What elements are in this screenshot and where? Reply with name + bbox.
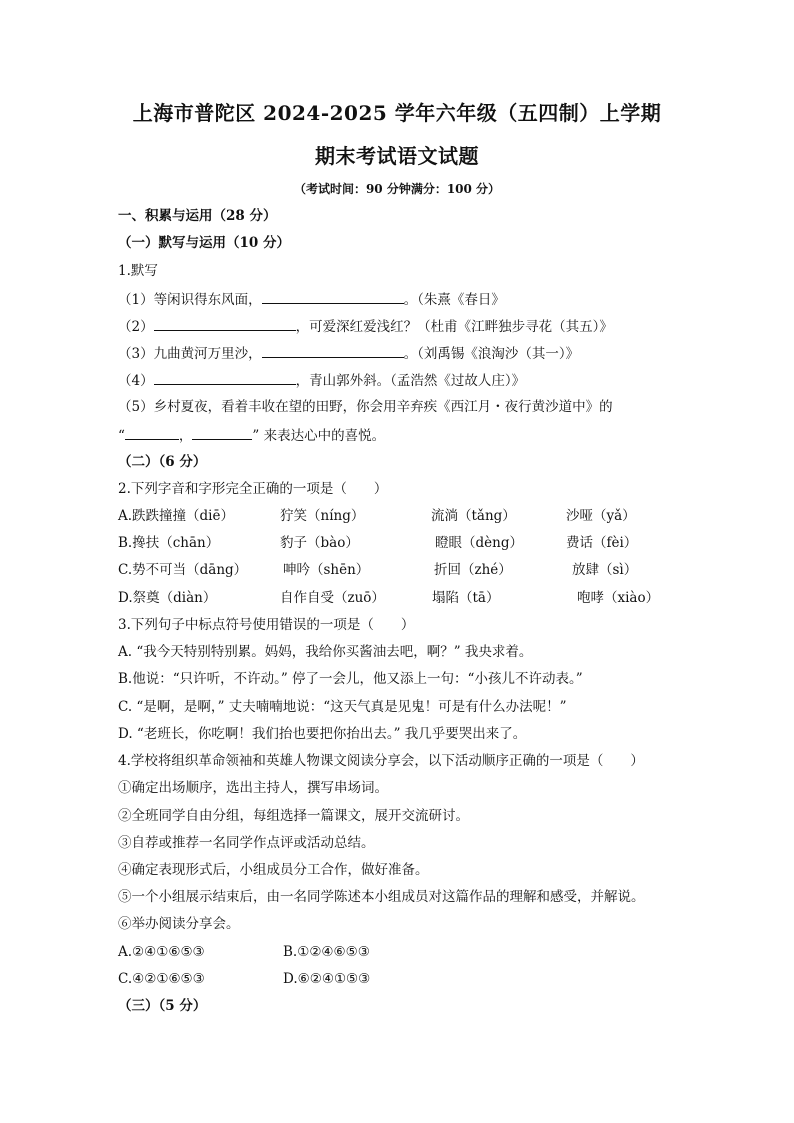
q2-option-a-3: 流淌（tǎng） [431, 508, 516, 524]
item-text-after: ” 来表达心中的喜悦。 [252, 428, 386, 444]
q4-step-2: ②全班同学自由分组，每组选择一篇课文，展开交流研讨。 [118, 808, 469, 824]
question-4-title: 4.学校将组织革命领袖和英雄人物课文阅读分享会，以下活动顺序正确的一项是（ ） [118, 753, 644, 769]
part-heading-1: （一）默写与运用（10 分） [118, 235, 290, 251]
item-text-before: （4） [118, 373, 154, 389]
q2-option-c-2: 呻吟（shēn） [283, 562, 370, 578]
question-1-item-1 [118, 289, 505, 309]
answer-blank[interactable] [262, 343, 404, 358]
section-heading-1: 一、积累与运用（28 分） [118, 208, 277, 224]
exam-title-line1: 上海市普陀区 2024-2025 学年六年级（五四制）上学期 [132, 101, 662, 125]
item-text-after: ，青山郭外斜。（孟浩然《过故人庄）》 [295, 373, 526, 389]
q3-option-c: C. “是啊，是啊，” 丈夫喃喃地说：“这天气真是见鬼！可是有什么办法呢！” [118, 699, 567, 715]
q4-step-5: ⑤一个小组展示结束后，由一名同学陈述本小组成员对这篇作品的理解和感受，并解说。 [118, 889, 645, 905]
question-2-title: 2.下列字音和字形完全正确的一项是（ ） [118, 481, 388, 497]
q2-option-c-1: C.势不可当（dāng） [118, 562, 248, 578]
answer-blank[interactable] [154, 370, 296, 385]
item-text-before: （1）等闲识得东风面， [118, 292, 262, 308]
q2-option-d-1: D.祭奠（diàn） [118, 590, 217, 606]
question-1-item-5: （5）乡村夏夜，看着丰收在望的田野，你会用辛弃疾《西江月・夜行黄沙道中》的 [118, 399, 613, 415]
question-1-item-3 [118, 343, 579, 363]
q2-option-c-3: 折回（zhé） [434, 562, 512, 578]
question-1-item-5-line2 [118, 425, 385, 445]
q3-option-b: B.他说：“只许听，不许动。” 停了一会儿，他又添上一句：“小孩儿不许动表。” [118, 671, 583, 687]
question-3-title: 3.下列句子中标点符号使用错误的一项是（ ） [118, 617, 415, 633]
answer-blank[interactable] [154, 316, 296, 331]
q2-option-b-3: 瞪眼（dèng） [435, 535, 523, 551]
item-text-after: 。（朱熹《春日》 [403, 292, 505, 308]
q4-option-a: A.②④①⑥⑤③ [118, 944, 205, 960]
part-heading-3: （三）（5 分） [118, 998, 207, 1014]
q2-option-b-1: B.搀扶（chān） [118, 535, 220, 551]
q2-option-d-2: 自作自受（zuō） [280, 590, 385, 606]
exam-time-note: （考试时间：90 分钟满分：100 分） [293, 182, 501, 196]
q4-step-4: ④确定表现形式后，小组成员分工合作，做好准备。 [118, 862, 429, 878]
question-1-title: 1.默写 [118, 263, 158, 279]
q4-step-1: ①确定出场顺序，选出主持人，撰写串场词。 [118, 780, 388, 796]
q4-option-c: C.④②①⑥⑤③ [118, 971, 205, 987]
q4-step-6: ⑥举办阅读分享会。 [118, 916, 240, 932]
q2-option-b-4: 费话（fèi） [566, 535, 638, 551]
q2-option-d-3: 塌陷（tā） [432, 590, 500, 606]
q4-option-d: D.⑥②④①⑤③ [283, 971, 371, 987]
q3-option-a: A. “我今天特别特别累。妈妈，我给你买酱油去吧，啊？” 我央求着。 [118, 644, 533, 660]
answer-blank[interactable] [125, 425, 179, 440]
item-text-before: （2） [118, 319, 154, 335]
q2-option-b-2: 豹子（bào） [280, 535, 359, 551]
item-text-before: （3）九曲黄河万里沙， [118, 346, 262, 362]
answer-blank[interactable] [192, 425, 252, 440]
q2-option-c-4: 放肆（sì） [572, 562, 638, 578]
question-1-item-2 [118, 316, 613, 336]
q2-option-a-1: A.跌跌撞撞（diē） [118, 508, 234, 524]
item-text-after: 。（刘禹锡《浪淘沙（其一）》 [403, 346, 580, 362]
q2-option-a-4: 沙哑（yǎ） [566, 508, 636, 524]
q2-option-d-4: 咆哮（xiào） [577, 590, 660, 606]
answer-blank[interactable] [262, 289, 404, 304]
comma: ， [178, 428, 193, 444]
q4-option-b: B.①②④⑥⑤③ [283, 944, 370, 960]
q4-step-3: ③自荐或推荐一名同学作点评或活动总结。 [118, 835, 375, 851]
item-text-after: ，可爱深红爱浅红？（杜甫《江畔独步寻花（其五）》 [295, 319, 613, 335]
part-heading-2: （二）（6 分） [118, 454, 207, 470]
exam-title-line2: 期末考试语文试题 [315, 144, 479, 168]
open-quote: “ [118, 428, 125, 444]
q2-option-a-2: 狞笑（níng） [280, 508, 365, 524]
question-1-item-4 [118, 370, 525, 390]
q3-option-d: D. “老班长，你吃啊！我们抬也要把你抬出去。” 我几乎要哭出来了。 [118, 726, 527, 742]
